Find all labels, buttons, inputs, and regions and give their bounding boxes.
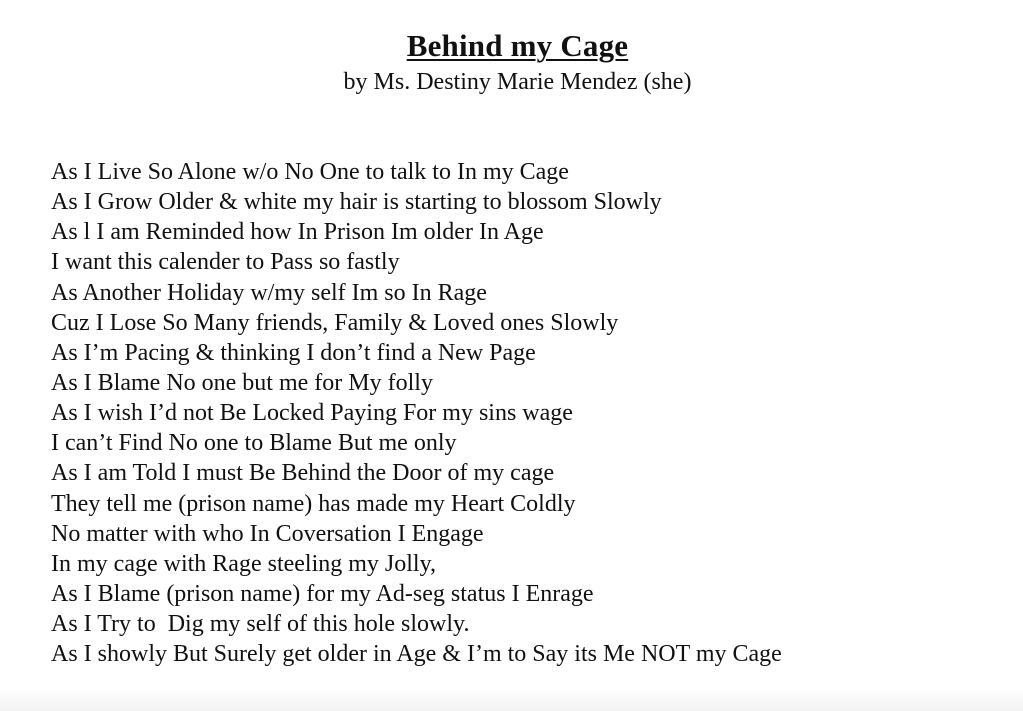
poem-body: [51, 157, 782, 669]
poem-line: In my cage with Rage steeling my Jolly,: [51, 550, 437, 577]
poem-title: Behind my Cage: [406, 28, 629, 63]
poem-line: Cuz I Lose So Many friends, Family & Loved ones Slowly: [51, 309, 619, 336]
poem-line: They tell me (prison name) has made my Heart Coldly: [51, 490, 576, 517]
poem-line: No matter with who In Coversation I Engage: [51, 520, 484, 547]
poem-line: As I am Told I must Be Behind the Door of my cage: [51, 460, 555, 487]
page-bottom-edge: [0, 689, 1023, 711]
poem-line: As I Grow Older & white my hair is starting to blossom Slowly: [51, 189, 662, 216]
poem-line: As Another Holiday w/my self Im so In Rage: [51, 279, 487, 306]
poem-line: As I Blame (prison name) for my Ad-seg status I Enrage: [51, 580, 594, 607]
poem-line: As I’m Pacing & thinking I don’t find a New Page: [51, 339, 536, 366]
poem-line: I want this calender to Pass so fastly: [51, 249, 400, 276]
poem-line: As I showly But Surely get older in Age & I’m to Say its Me NOT my Cage: [51, 641, 782, 668]
poem-line: As l I am Reminded how In Prison Im older In Age: [51, 219, 544, 246]
poem-line: As I Live So Alone w/o No One to talk to In my Cage: [51, 159, 569, 185]
poem-byline: by Ms. Destiny Marie Mendez (she): [343, 69, 692, 95]
poem-line: As I wish I’d not Be Locked Paying For my sins wage: [51, 400, 573, 427]
poem-line: As I Blame No one but me for My folly: [51, 369, 433, 396]
poem-line: As I Try to Dig my self of this hole slowly.: [51, 611, 470, 638]
poem-line: I can’t Find No one to Blame But me only: [51, 430, 457, 457]
